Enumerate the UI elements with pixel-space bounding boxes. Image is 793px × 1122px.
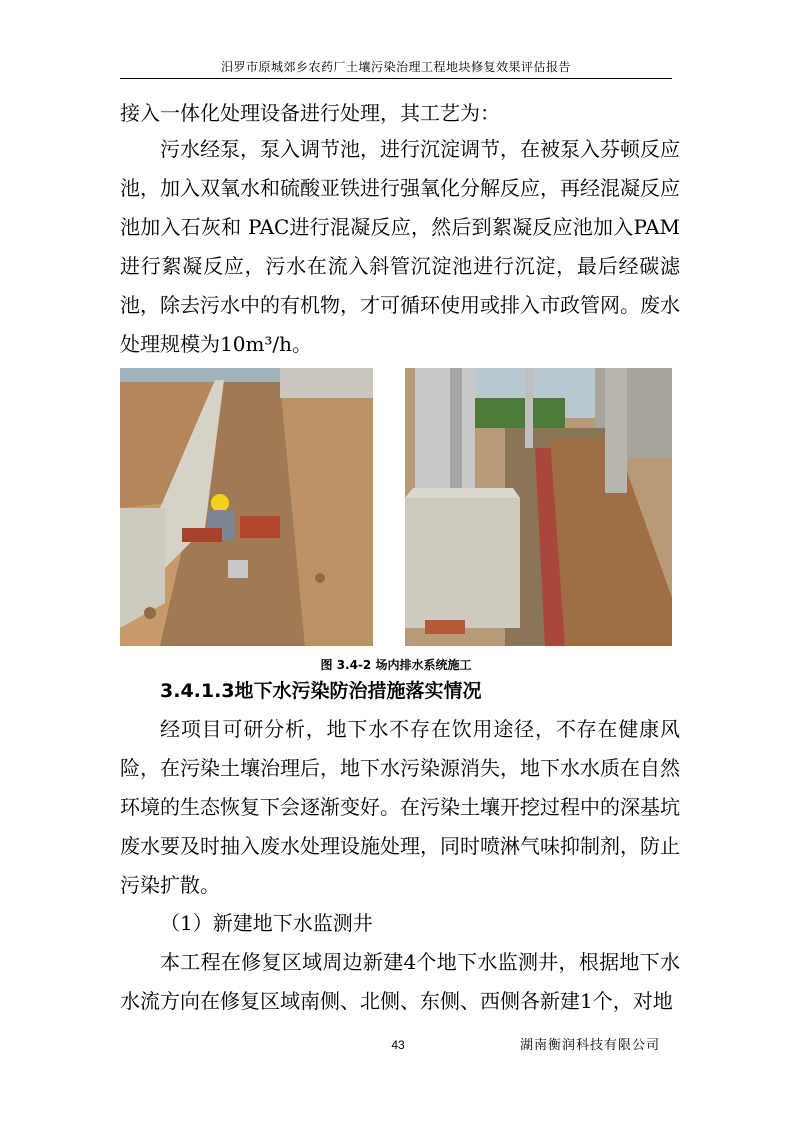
photo-drain-construction-left <box>120 368 373 646</box>
header-rule <box>120 78 672 79</box>
groundwater-paragraph: 经项目可研分析，地下水不存在饮用途径，不存在健康风险，在污染土壤治理后，地下水污染源消失，地下水水质在自然环境的生态恢复下会逐渐变好。在污染土壤开挖过程中的深基坑废水要及时抽入废水处理设施处理，同时喷淋气味抑制剂，防止污染扩散。 <box>120 717 680 897</box>
footer-company: 湖南衡润科技有限公司 <box>520 1038 661 1053</box>
photo-drain-construction-right <box>405 368 672 646</box>
page-header: 汨罗市原城郊乡农药厂土壤污染治理工程地块修复效果评估报告 <box>220 60 571 74</box>
intro-line: 接入一体化处理设备进行处理，其工艺为： <box>120 101 500 125</box>
page-number: 43 <box>391 1038 405 1052</box>
section-heading: 3.4.1.3地下水污染防治措施落实情况 <box>160 680 482 702</box>
wells-paragraph: 本工程在修复区域周边新建4个地下水监测井，根据地下水水流方向在修复区域南侧、北侧、东侧、西侧各新建1个，对地 <box>120 950 680 1013</box>
process-paragraph: 污水经泵，泵入调节池，进行沉淀调节，在被泵入芬顿反应池，加入双氧水和硫酸亚铁进行强氧化分解反应，再经混凝反应池加入石灰和 PAC进行混凝反应，然后到絮凝反应池加入PAM进行絮凝反应，污水在流入斜管沉淀池进行沉淀，最后经碳滤池，除去污水中的有机物，才可循环使用或排入市政管网。废水处理规模为10m³/h。 <box>120 137 680 356</box>
subheading-monitoring-wells: （1）新建地下水监测井 <box>160 911 373 935</box>
figure-caption: 图 3.4-2 场内排水系统施工 <box>320 658 472 672</box>
